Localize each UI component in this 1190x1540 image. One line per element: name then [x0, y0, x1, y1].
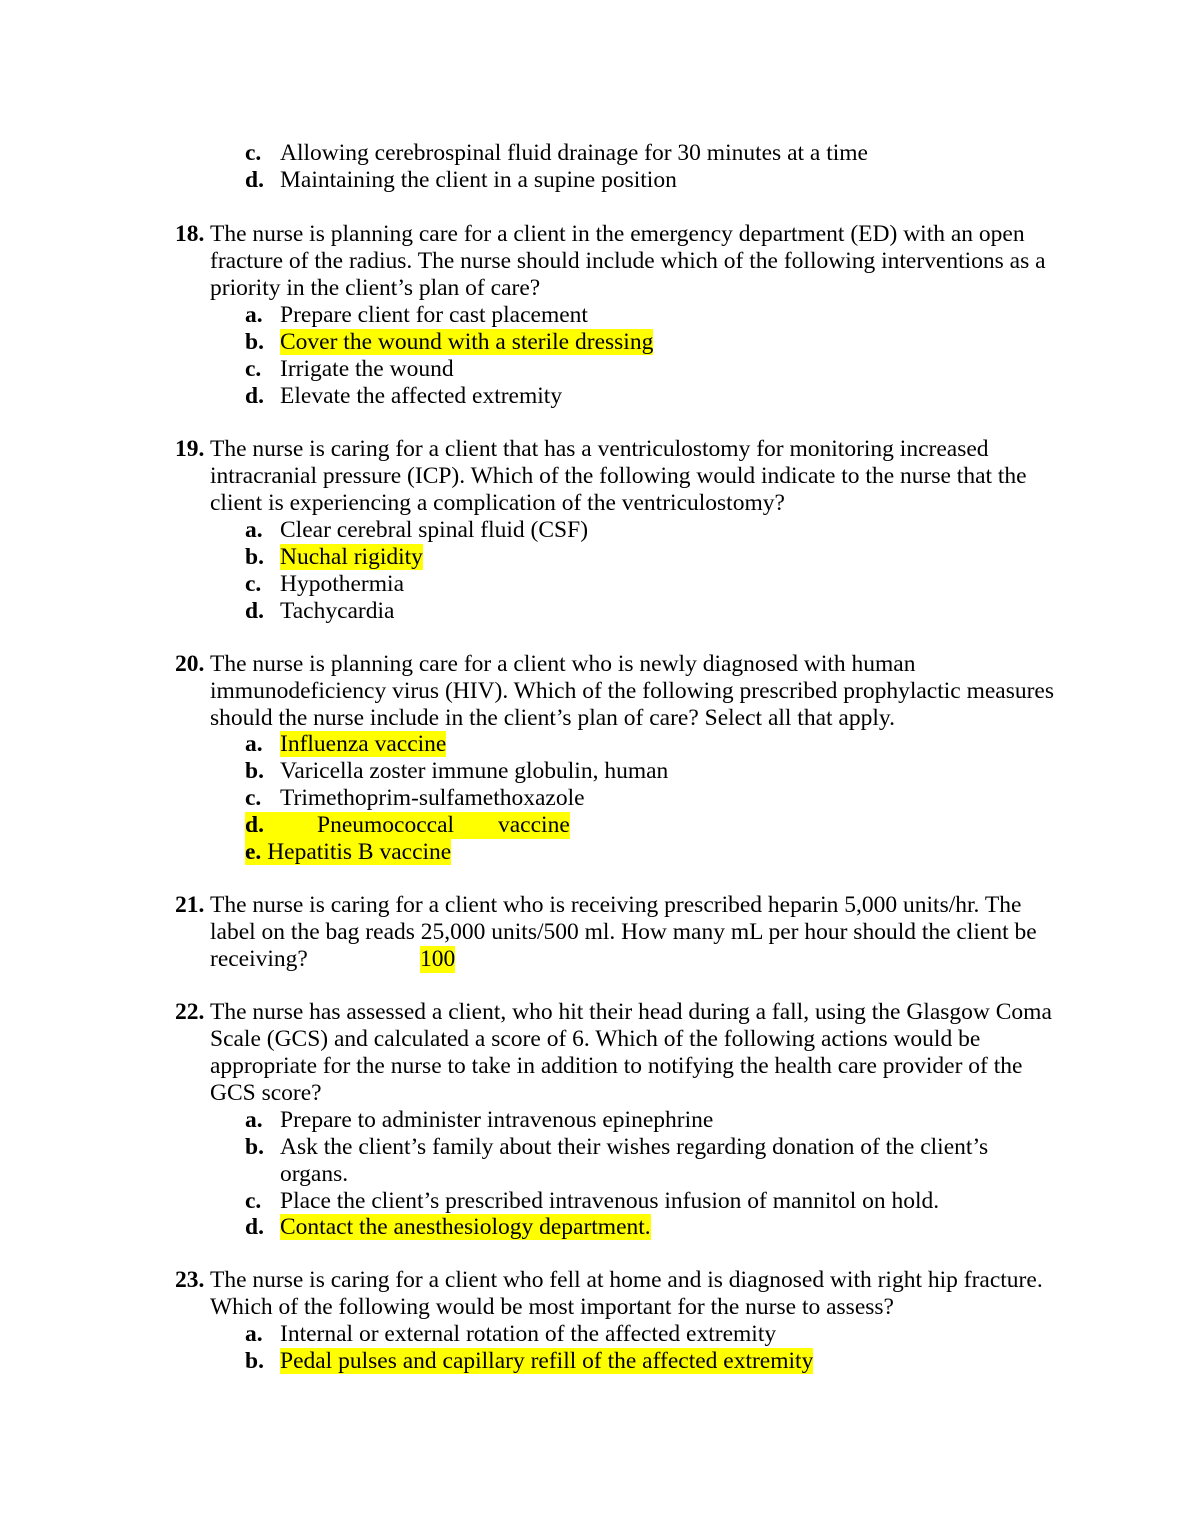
option-c: c. Irrigate the wound [245, 356, 454, 382]
question-number: 21. [175, 892, 205, 918]
option-b-correct: b. Nuchal rigidity [245, 544, 423, 570]
option-b: b. Ask the client’s family about their wishes regarding donation of the client’s [245, 1134, 989, 1160]
question-stem-line: Which of the following would be most important for the nurse to assess? [210, 1294, 894, 1320]
question-stem-line: The nurse has assessed a client, who hit their head during a fall, using the Glasgow Coma [210, 999, 1052, 1025]
question-number: 19. [175, 436, 205, 462]
option-c: c. Trimethoprim-sulfamethoxazole [245, 785, 585, 811]
option-b-correct: b. Cover the wound with a sterile dressing [245, 329, 654, 355]
question-stem-line: label on the bag reads 25,000 units/500 ml. How many mL per hour should the client be [210, 919, 1037, 945]
highlighted-answer: Influenza vaccine [280, 731, 447, 757]
question-stem-line: The nurse is planning care for a client who is newly diagnosed with human [210, 651, 916, 677]
highlighted-answer: Pedal pulses and capillary refill of the affected extremity [280, 1348, 814, 1374]
option-b-correct: b. Pedal pulses and capillary refill of the affected extremity [245, 1348, 814, 1374]
highlighted-answer: Pneumococcal [317, 812, 455, 838]
question-stem-line: receiving? [210, 946, 308, 972]
option-c: c. Hypothermia [245, 571, 404, 597]
option-e-correct: e. Hepatitis B vaccine [245, 839, 452, 865]
option-a: a. Prepare to administer intravenous epinephrine [245, 1107, 714, 1133]
question-number: 20. [175, 651, 205, 677]
highlighted-answer: Contact the anesthesiology department. [280, 1214, 651, 1240]
option-c: c. Allowing cerebrospinal fluid drainage for 30 minutes at a time [245, 140, 868, 166]
question-stem-line: intracranial pressure (ICP). Which of the following would indicate to the nurse that the [210, 463, 1027, 489]
option-a: a. Internal or external rotation of the affected extremity [245, 1321, 777, 1347]
option-c: c. Place the client’s prescribed intravenous infusion of mannitol on hold. [245, 1188, 940, 1214]
question-stem-line: priority in the client’s plan of care? [210, 275, 541, 301]
question-stem-line: immunodeficiency virus (HIV). Which of the following prescribed prophylactic measures [210, 678, 1055, 704]
question-stem-line: fracture of the radius. The nurse should include which of the following interventions as a [210, 248, 1046, 274]
option-d-correct: d. Pneumococcal vaccine [245, 812, 570, 838]
question-stem-line: Scale (GCS) and calculated a score of 6. Which of the following actions would be [210, 1026, 981, 1052]
option-d: d. Elevate the affected extremity [245, 383, 563, 409]
question-number: 23. [175, 1267, 205, 1293]
question-stem-line: should the nurse include in the client’s plan of care? Select all that apply. [210, 705, 895, 731]
question-stem-line: client is experiencing a complication of the ventriculostomy? [210, 490, 785, 516]
option-d: d. Maintaining the client in a supine position [245, 167, 677, 193]
option-d: d. Tachycardia [245, 598, 395, 624]
option-b: b. Varicella zoster immune globulin, human [245, 758, 669, 784]
question-stem-line: The nurse is planning care for a client in the emergency department (ED) with an open [210, 221, 1025, 247]
highlighted-answer: Hepatitis B vaccine [267, 839, 452, 865]
highlighted-answer: Nuchal rigidity [280, 544, 423, 570]
option-a-correct: a. Influenza vaccine [245, 731, 447, 757]
question-stem-line: The nurse is caring for a client who fell at home and is diagnosed with right hip fracture. [210, 1267, 1043, 1293]
option-d-correct: d. Contact the anesthesiology department. [245, 1214, 651, 1240]
question-stem-line: The nurse is caring for a client who is receiving prescribed heparin 5,000 units/hr. The [210, 892, 1022, 918]
highlighted-answer: vaccine [498, 812, 570, 838]
question-stem-line: GCS score? [210, 1080, 322, 1106]
question-stem-line: The nurse is caring for a client that has a ventriculostomy for monitoring increased [210, 436, 989, 462]
question-number: 22. [175, 999, 205, 1025]
question-stem-line: appropriate for the nurse to take in addition to notifying the health care provider of the [210, 1053, 1023, 1079]
option-a: a. Clear cerebral spinal fluid (CSF) [245, 517, 589, 543]
highlighted-answer: Cover the wound with a sterile dressing [280, 329, 654, 355]
option-a: a. Prepare client for cast placement [245, 302, 588, 328]
answer-value: 100 [420, 946, 456, 972]
option-b-continuation: organs. [280, 1161, 349, 1187]
question-number: 18. [175, 221, 205, 247]
